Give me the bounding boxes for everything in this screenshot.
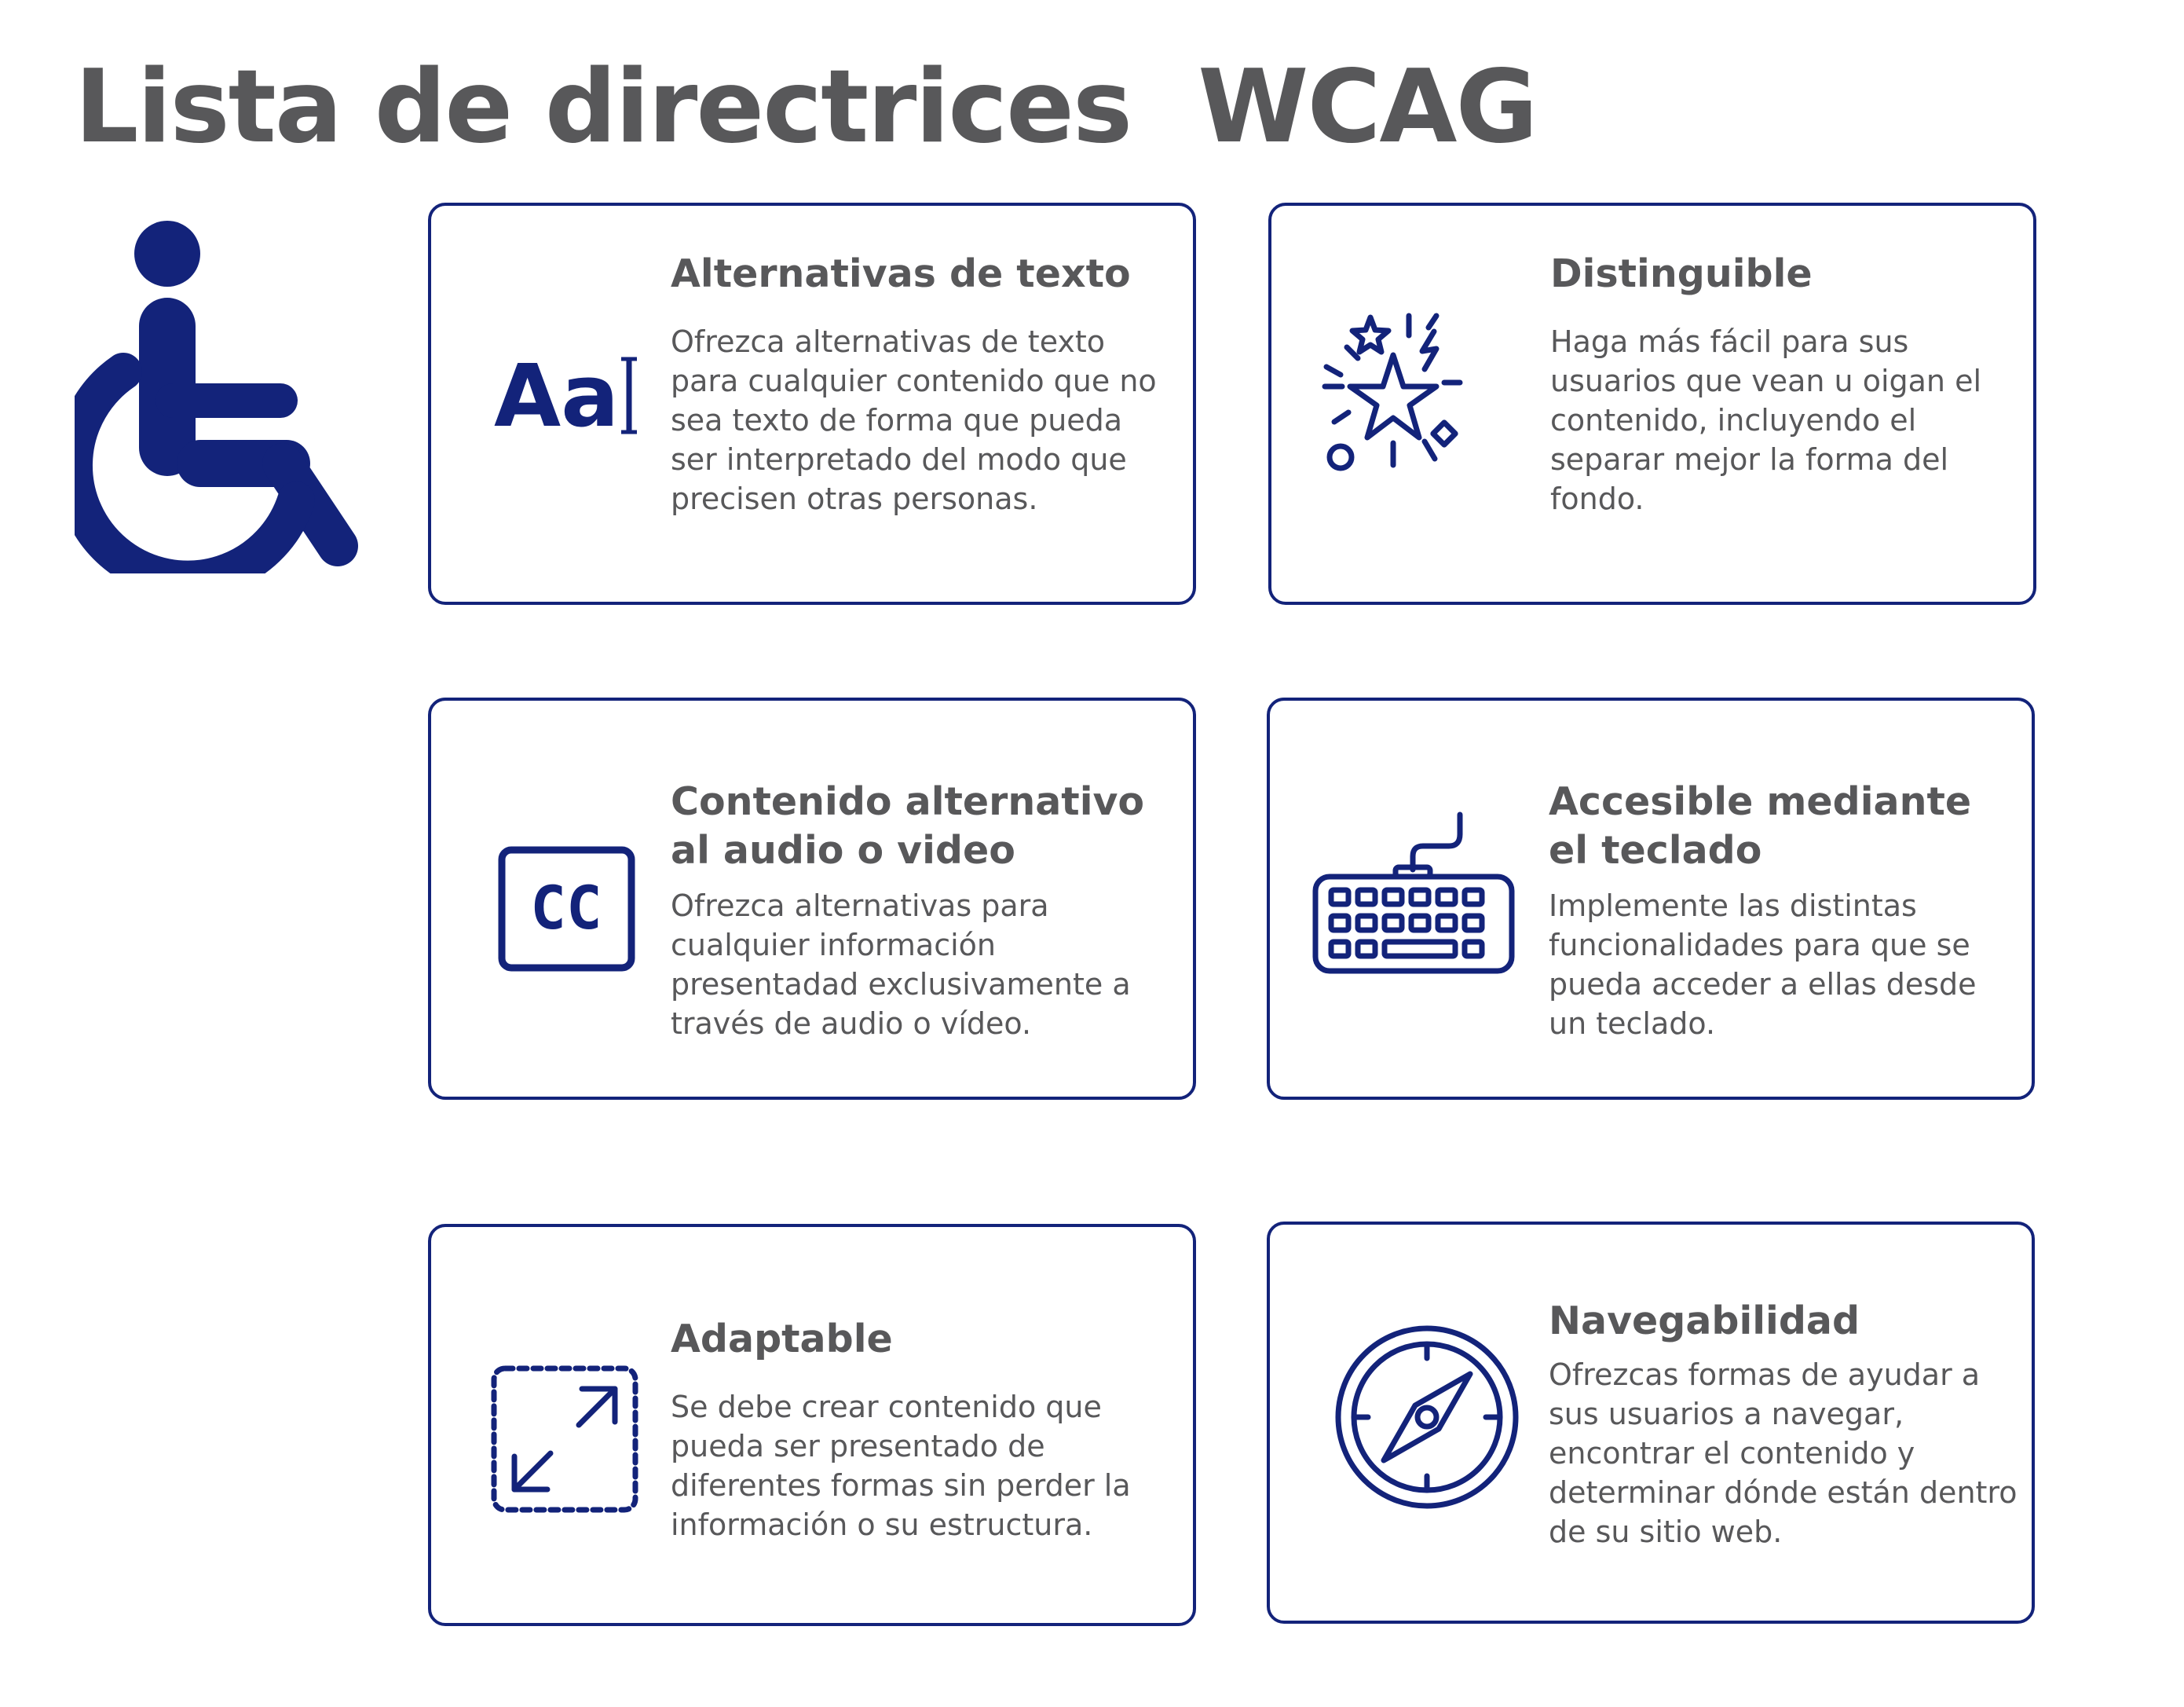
text-aa-icon (494, 347, 651, 441)
card-description: Ofrezca alternativas de texto para cualquier contenido que no sea texto de forma que pueda ser interpretado del modo que precisen otras personas. (671, 324, 1157, 516)
compass-icon (1333, 1323, 1521, 1511)
card-title: Distinguible (1550, 251, 1813, 296)
guideline-card-keyboard (1267, 698, 2035, 1100)
guideline-card-text-alternatives (428, 203, 1196, 605)
card-description: Ofrezcas formas de ayudar a sus usuarios a navegar, encontrar el contenido y determinar dónde están dentro de su sitio web. (1549, 1357, 2018, 1549)
page-title: Lista de directrices WCAG (75, 49, 1537, 166)
card-title: Adaptable (671, 1317, 893, 1361)
cc-label: CC (530, 873, 602, 943)
card-title: Navegabilidad (1549, 1299, 1860, 1343)
guideline-card-adaptable (428, 1224, 1196, 1626)
card-title: Alternativas de texto (671, 251, 1131, 296)
card-description: Implemente las distintas funcionalidades para que se pueda acceder a ellas desde un teclado. (1549, 888, 1977, 1041)
card-title: Accesible mediante el teclado (1549, 779, 1972, 873)
resize-arrows-icon (486, 1361, 643, 1518)
svg-text:Aa: Aa (494, 347, 620, 441)
closed-captions-icon (498, 846, 639, 976)
wheelchair-icon (75, 216, 365, 573)
guideline-card-navigability (1267, 1222, 2035, 1624)
keyboard-icon (1309, 811, 1517, 976)
guideline-card-audio-video (428, 698, 1196, 1100)
card-title: Contenido alternativo al audio o video (671, 779, 1145, 873)
card-description: Se debe crear contenido que pueda ser presentado de diferentes formas sin perder la información o su estructura. (671, 1390, 1131, 1542)
card-description: Haga más fácil para sus usuarios que vean u oigan el contenido, incluyendo el separar mejor la forma del fondo. (1550, 324, 1982, 516)
card-description: Ofrezca alternativas para cualquier información presentadad exclusivamente a través de audio o vídeo. (671, 888, 1131, 1041)
sparkle-star-icon (1319, 308, 1468, 496)
guideline-card-distinguishable (1268, 203, 2036, 605)
